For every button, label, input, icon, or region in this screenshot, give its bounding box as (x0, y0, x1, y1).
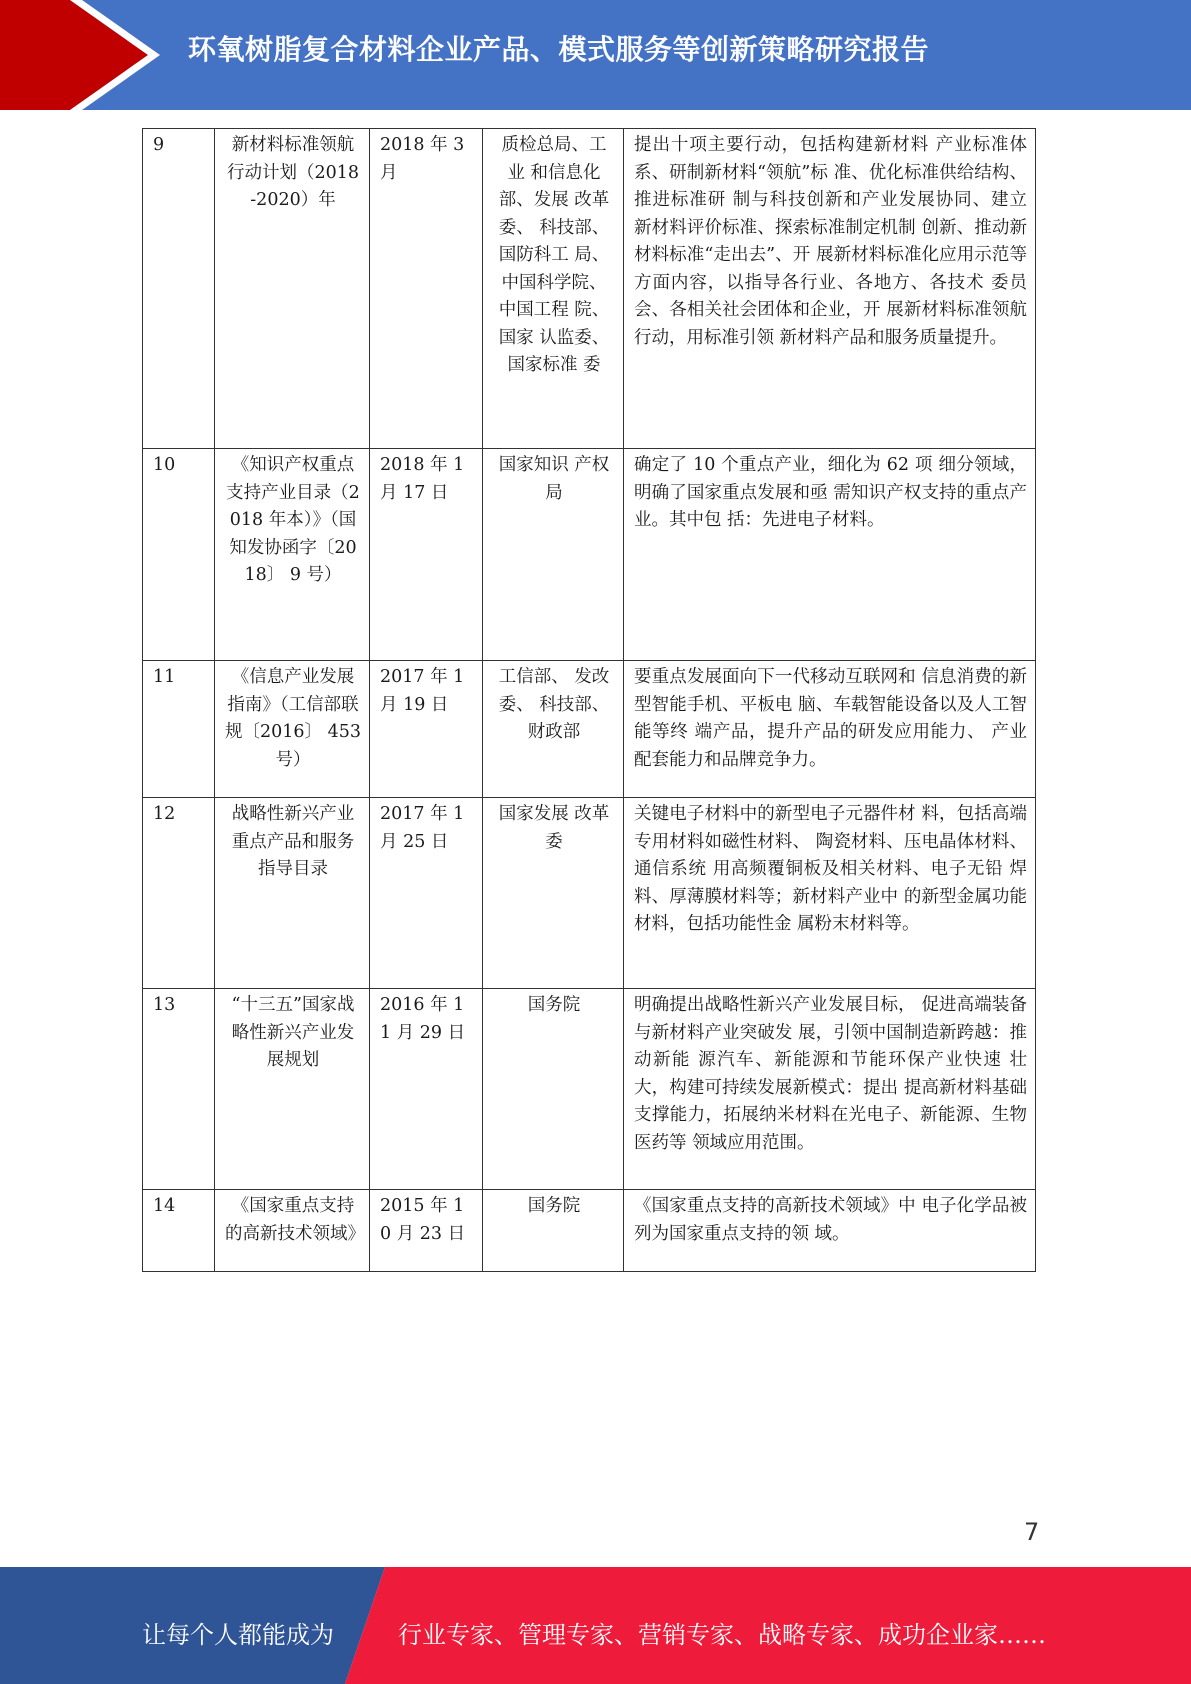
policy-content: 要重点发展面向下一代移动互联网和 信息消费的新型智能手机、平板电 脑、车载智能设备以及人工智能等终 端产品，提升产品的研发应用能力、 产业配套能力和品牌竞争力。 (624, 661, 1036, 798)
policy-name: 新材料标准领航行动计划（2018-2020）年 (215, 129, 370, 449)
policy-content: 提出十项主要行动，包括构建新材料 产业标准体系、研制新材料“领航”标 准、优化标准供给结构、推进标准研 制与科技创新和产业发展协同、建立 新材料评价标准、探索标准制定机制 创新、推动新材料标准“走出去”、开 展新材料标准化应用示范等方面内容，以指导各行业、各地方、各技术 委员会、各相关社会团体和企业，开 展新材料标准领航行动，用标准引领 新材料产品和服务质量提升。 (624, 129, 1036, 449)
policy-content: 明确提出战略性新兴产业发展目标， 促进高端装备与新材料产业突破发 展，引领中国制造新跨越：推动新能 源汽车、新能源和节能环保产业快速 壮大，构建可持续发展新模式：提出 提高新材料基础支撑能力，拓展纳米材料在光电子、新能源、生物医药等 领域应用范围。 (624, 989, 1036, 1190)
row-number: 10 (143, 449, 215, 661)
policy-name: “十三五”国家战略性新兴产业发展规划 (215, 989, 370, 1190)
page-header (0, 0, 1191, 110)
row-number: 9 (143, 129, 215, 449)
footer-slogan-right: 行业专家、管理专家、营销专家、战略专家、成功企业家…… (398, 1621, 1046, 1649)
table-row (143, 449, 1036, 661)
issuing-department: 国务院 (483, 1190, 624, 1272)
issuing-department: 国家发展 改革委 (483, 798, 624, 989)
table-row (143, 798, 1036, 989)
policy-name: 《知识产权重点支持产业目录（2018 年本）》（国知发协函字〔2018〕 9 号） (215, 449, 370, 661)
issuing-department: 国务院 (483, 989, 624, 1190)
issuing-department: 工信部、 发改委、 科技部、 财政部 (483, 661, 624, 798)
page-footer (0, 1567, 1191, 1684)
table-row (143, 1190, 1036, 1272)
policy-table (142, 128, 1036, 1272)
policy-content: 确定了 10 个重点产业，细化为 62 项 细分领域，明确了国家重点发展和亟 需知识产权支持的重点产业。其中包 括：先进电子材料。 (624, 449, 1036, 661)
row-number: 12 (143, 798, 215, 989)
issue-date: 2018 年 3月 (370, 129, 483, 449)
issuing-department: 国家知识 产权局 (483, 449, 624, 661)
issue-date: 2017 年 1 月 25 日 (370, 798, 483, 989)
header-title: 环氧树脂复合材料企业产品、模式服务等创新策略研究报告 (188, 33, 930, 66)
page-number: 7 (1024, 1518, 1040, 1546)
policy-name: 《国家重点支持的高新技术领域》 (215, 1190, 370, 1272)
policy-name: 战略性新兴产业重点产品和服务指导目录 (215, 798, 370, 989)
footer-slogan-left: 让每个人都能成为 (142, 1621, 334, 1649)
policy-name: 《信息产业发展指南》（工信部联规〔2016〕 453 号） (215, 661, 370, 798)
row-number: 14 (143, 1190, 215, 1272)
table-row (143, 661, 1036, 798)
issue-date: 2016 年 11 月 29 日 (370, 989, 483, 1190)
row-number: 13 (143, 989, 215, 1190)
issue-date: 2015 年 10 月 23 日 (370, 1190, 483, 1272)
row-number: 11 (143, 661, 215, 798)
issue-date: 2017 年 1 月 19 日 (370, 661, 483, 798)
policy-content: 关键电子材料中的新型电子元器件材 料，包括高端专用材料如磁性材料、 陶瓷材料、压电晶体材料、通信系统 用高频覆铜板及相关材料、电子无铅 焊料、厚薄膜材料等；新材料产业中 的新型金属功能材料，包括功能性金 属粉末材料等。 (624, 798, 1036, 989)
table-row (143, 989, 1036, 1190)
issuing-department: 质检总局、工业 和信息化部、发展 改革委、 科技部、 国防科工 局、中国科学院、 中国工程 院、 国家 认监委、 国家标准 委 (483, 129, 624, 449)
policy-content: 《国家重点支持的高新技术领域》中 电子化学品被列为国家重点支持的领 域。 (624, 1190, 1036, 1272)
table-row (143, 129, 1036, 449)
issue-date: 2018 年 1 月 17 日 (370, 449, 483, 661)
